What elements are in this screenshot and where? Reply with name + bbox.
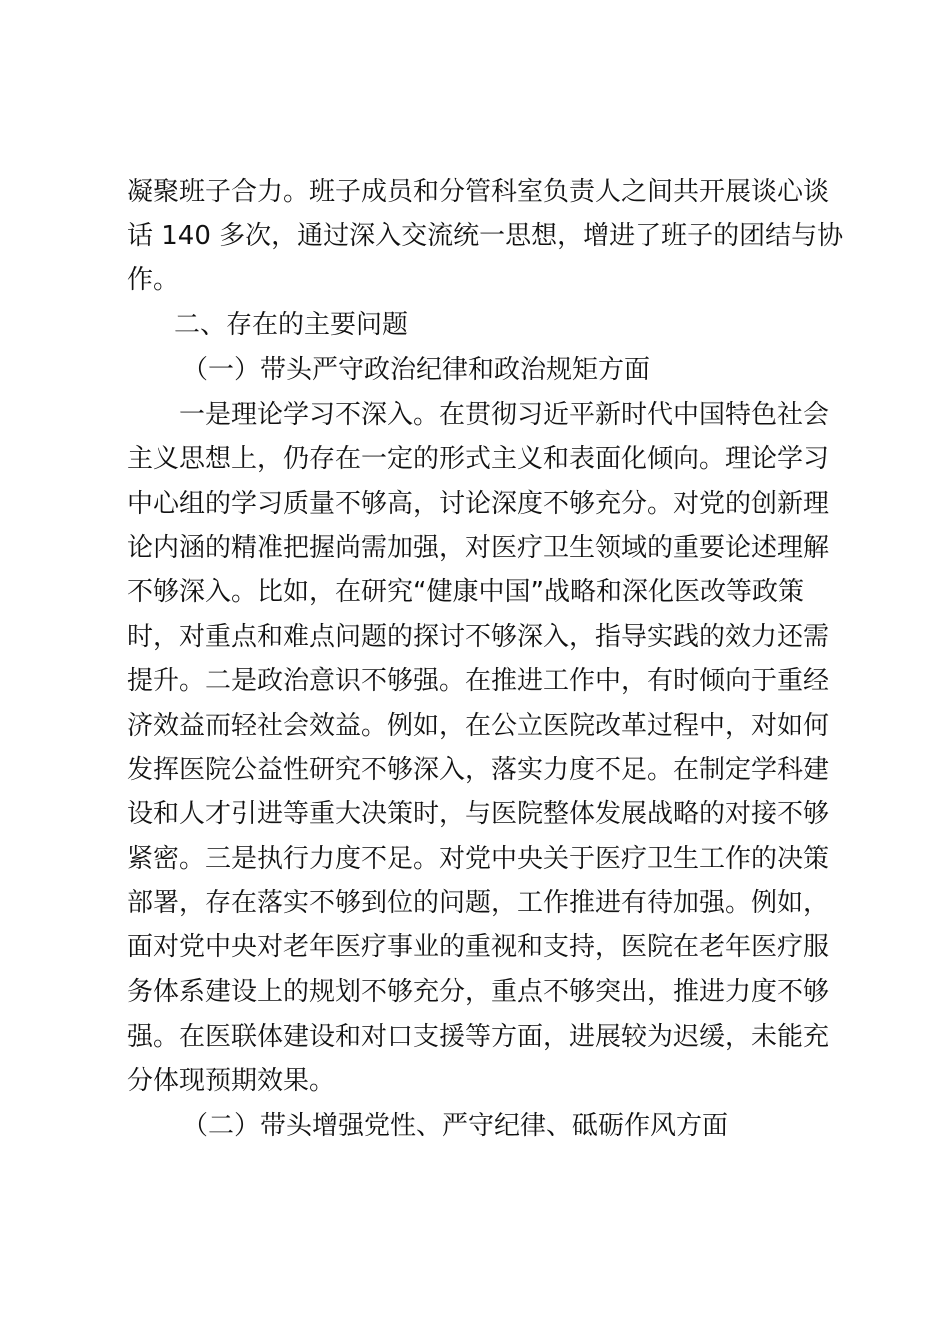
paragraph-line: 部署，存在落实不够到位的问题，工作推进有待加强。例如， <box>127 888 830 918</box>
subsection-heading: （一）带头严守政治纪律和政治规矩方面 <box>182 355 651 385</box>
paragraph-line: 面对党中央对老年医疗事业的重视和支持，医院在老年医疗服 <box>127 932 830 962</box>
paragraph-line: 作。 <box>127 265 180 295</box>
section-heading: 二、存在的主要问题 <box>174 310 409 340</box>
paragraph-line: 紧密。三是执行力度不足。对党中央关于医疗卫生工作的决策 <box>127 844 830 874</box>
paragraph-line: 主义思想上，仍存在一定的形式主义和表面化倾向。理论学习 <box>127 444 830 474</box>
paragraph-line: 论内涵的精准把握尚需加强，对医疗卫生领域的重要论述理解 <box>127 533 830 563</box>
paragraph-line: 凝聚班子合力。班子成员和分管科室负责人之间共开展谈心谈 <box>127 177 830 207</box>
subsection-heading: （二）带头增强党性、严守纪律、砥砺作风方面 <box>182 1111 729 1141</box>
paragraph-line: 分体现预期效果。 <box>127 1066 336 1096</box>
paragraph-line: 提升。二是政治意识不够强。在推进工作中，有时倾向于重经 <box>127 666 830 696</box>
paragraph-line: 中心组的学习质量不够高，讨论深度不够充分。对党的创新理 <box>127 489 830 519</box>
paragraph-line: 一是理论学习不深入。在贯彻习近平新时代中国特色社会 <box>179 400 830 430</box>
paragraph-line: 设和人才引进等重大决策时，与医院整体发展战略的对接不够 <box>127 799 830 829</box>
paragraph-line: 务体系建设上的规划不够充分，重点不够突出，推进力度不够 <box>127 977 830 1007</box>
paragraph-line: 强。在医联体建设和对口支援等方面，进展较为迟缓，未能充 <box>127 1022 830 1052</box>
paragraph-line: 发挥医院公益性研究不够深入，落实力度不足。在制定学科建 <box>127 755 830 785</box>
paragraph-line: 时，对重点和难点问题的探讨不够深入，指导实践的效力还需 <box>127 622 830 652</box>
paragraph-line: 话 140 多次，通过深入交流统一思想，增进了班子的团结与协 <box>127 221 844 251</box>
paragraph-line: 济效益而轻社会效益。例如，在公立医院改革过程中，对如何 <box>127 711 830 741</box>
paragraph-line: 不够深入。比如，在研究“健康中国”战略和深化医改等政策 <box>127 577 804 607</box>
